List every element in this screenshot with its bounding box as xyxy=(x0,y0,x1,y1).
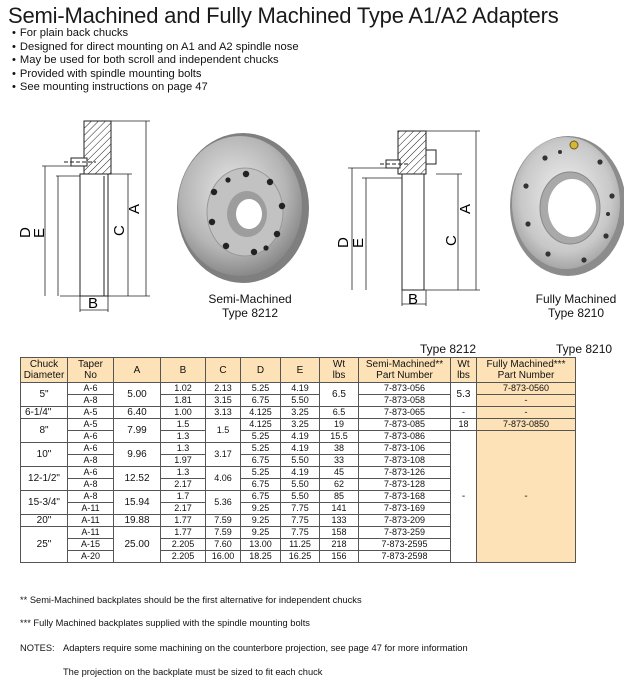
dimension-c-label: C xyxy=(111,225,128,236)
cell-a: 25.00 xyxy=(114,527,161,563)
adapter-spec-table xyxy=(20,357,576,563)
cell-fully: 7-873-0850 xyxy=(477,419,576,431)
cell-e: 5.50 xyxy=(281,479,320,491)
cell-wt: 45 xyxy=(320,467,359,479)
cell-d: 9.25 xyxy=(241,503,281,515)
cell-chuck: 10" xyxy=(21,443,68,467)
semi-machined-caption xyxy=(200,292,300,320)
page-title: Semi-Machined and Fully Machined Type A1/A2 Adapters xyxy=(8,3,559,28)
cell-d: 5.25 xyxy=(241,467,281,479)
table-row xyxy=(21,407,576,419)
cell-wt: 6.5 xyxy=(320,383,359,407)
cell-b: 1.77 xyxy=(161,527,206,539)
header-fully-2: Part Number xyxy=(497,370,555,381)
cell-a: 5.00 xyxy=(114,383,161,407)
table-header-row xyxy=(21,358,576,383)
caption-name: Fully Machined xyxy=(535,292,617,306)
cell-d: 6.75 xyxy=(241,479,281,491)
cell-a: 9.96 xyxy=(114,443,161,467)
cell-taper: A-11 xyxy=(68,503,114,515)
cell-taper: A-6 xyxy=(68,467,114,479)
cell-e: 4.19 xyxy=(281,443,320,455)
cell-b: 1.3 xyxy=(161,467,206,479)
cell-semi: 7-873-2595 xyxy=(359,539,451,551)
table-row xyxy=(21,395,576,407)
cell-semi: 7-873-056 xyxy=(359,383,451,395)
cell-semi: 7-873-126 xyxy=(359,467,451,479)
cell-taper: A-20 xyxy=(68,551,114,563)
cell-d: 4.125 xyxy=(241,407,281,419)
cell-e: 7.75 xyxy=(281,515,320,527)
notes-label: NOTES: xyxy=(20,643,55,653)
cell-d: 18.25 xyxy=(241,551,281,563)
cell-chuck: 6-1/4" xyxy=(21,407,68,419)
cell-wt: 15.5 xyxy=(320,431,359,443)
type-8212-heading: Type 8212 xyxy=(420,342,477,356)
cell-fully: 7-873-0560 xyxy=(477,383,576,395)
cell-taper: A-8 xyxy=(68,395,114,407)
cell-wt2: - xyxy=(451,407,477,419)
cell-wt2: 18 xyxy=(451,419,477,431)
cell-a: 6.40 xyxy=(114,407,161,419)
header-a: A xyxy=(114,358,161,383)
semi-machined-section-drawing xyxy=(42,121,150,312)
caption-name: Semi-Machined xyxy=(208,292,292,306)
cell-b: 1.5 xyxy=(161,419,206,431)
cell-semi: 7-873-168 xyxy=(359,491,451,503)
cell-fully: - xyxy=(477,407,576,419)
header-taper: Taper xyxy=(77,359,103,370)
cell-semi: 7-873-128 xyxy=(359,479,451,491)
header-wt-2: lbs xyxy=(332,370,346,381)
cell-wt2-merged: - xyxy=(451,431,477,563)
cell-wt: 62 xyxy=(320,479,359,491)
dimension-d-label: D xyxy=(17,227,34,238)
cell-e: 3.25 xyxy=(281,407,320,419)
cell-d: 5.25 xyxy=(241,431,281,443)
cell-semi: 7-873-065 xyxy=(359,407,451,419)
note-machining: Adapters require some machining on the counterbore projection, see page 47 for more information xyxy=(63,643,468,653)
cell-e: 3.25 xyxy=(281,419,320,431)
cell-semi: 7-873-259 xyxy=(359,527,451,539)
header-wt2-2: lbs xyxy=(457,370,470,381)
header-b: B xyxy=(161,358,206,383)
cell-d: 13.00 xyxy=(241,539,281,551)
cell-semi: 7-873-108 xyxy=(359,455,451,467)
cell-b: 1.7 xyxy=(161,491,206,503)
cell-a: 12.52 xyxy=(114,467,161,491)
cell-b: 1.97 xyxy=(161,455,206,467)
note-projection: The projection on the backplate must be sized to fit each chuck xyxy=(63,667,323,677)
cell-b: 2.205 xyxy=(161,539,206,551)
cell-chuck: 8" xyxy=(21,419,68,443)
cell-taper: A-11 xyxy=(68,515,114,527)
cell-chuck: 12-1/2" xyxy=(21,467,68,491)
dimension-a-label: A xyxy=(126,203,143,214)
cell-semi: 7-873-086 xyxy=(359,431,451,443)
cell-e: 4.19 xyxy=(281,383,320,395)
header-d: D xyxy=(241,358,281,383)
cell-c: 16.00 xyxy=(206,551,241,563)
cell-taper: A-6 xyxy=(68,443,114,455)
cell-fully: - xyxy=(477,395,576,407)
cell-b: 1.02 xyxy=(161,383,206,395)
dimension-c-label-right: C xyxy=(443,235,460,246)
header-chuck: Chuck xyxy=(29,359,59,370)
dimension-e-label: E xyxy=(31,227,48,238)
cell-wt: 141 xyxy=(320,503,359,515)
cell-b: 1.3 xyxy=(161,443,206,455)
cell-d: 6.75 xyxy=(241,491,281,503)
cell-semi: 7-873-209 xyxy=(359,515,451,527)
cell-e: 11.25 xyxy=(281,539,320,551)
cell-e: 7.75 xyxy=(281,527,320,539)
cell-taper: A-8 xyxy=(68,455,114,467)
cell-b: 1.3 xyxy=(161,431,206,443)
header-taper-2: No xyxy=(84,370,97,381)
cell-chuck: 25" xyxy=(21,527,68,563)
feature-item: • Designed for direct mounting on A1 and A2 spindle nose xyxy=(12,41,299,55)
cell-e: 16.25 xyxy=(281,551,320,563)
cell-taper: A-6 xyxy=(68,431,114,443)
cell-semi: 7-873-169 xyxy=(359,503,451,515)
cell-d: 6.75 xyxy=(241,395,281,407)
cell-semi: 7-873-085 xyxy=(359,419,451,431)
cell-d: 9.25 xyxy=(241,527,281,539)
dimension-b-label: B xyxy=(88,295,99,312)
header-chuck-2: Diameter xyxy=(23,370,65,381)
cell-b: 2.17 xyxy=(161,479,206,491)
cell-c: 3.17 xyxy=(206,443,241,467)
cell-d: 4.125 xyxy=(241,419,281,431)
footnote-semi-machined: ** Semi-Machined backplates should be the first alternative for independent chucks xyxy=(20,595,362,605)
header-fully: Fully Machined*** xyxy=(486,359,566,370)
cell-a: 19.88 xyxy=(114,515,161,527)
cell-a: 15.94 xyxy=(114,491,161,515)
cell-semi: 7-873-106 xyxy=(359,443,451,455)
table-row xyxy=(21,383,576,395)
cell-b: 2.205 xyxy=(161,551,206,563)
dimension-d-label-right: D xyxy=(335,237,352,248)
cell-wt: 85 xyxy=(320,491,359,503)
type-8210-heading: Type 8210 xyxy=(556,342,613,356)
cell-chuck: 15-3/4" xyxy=(21,491,68,515)
cell-taper: A-6 xyxy=(68,383,114,395)
cell-taper: A-5 xyxy=(68,419,114,431)
cell-c: 3.13 xyxy=(206,407,241,419)
cell-e: 4.19 xyxy=(281,431,320,443)
cell-b: 1.77 xyxy=(161,515,206,527)
cell-taper: A-5 xyxy=(68,407,114,419)
cell-wt: 156 xyxy=(320,551,359,563)
cell-taper: A-8 xyxy=(68,479,114,491)
cell-e: 5.50 xyxy=(281,491,320,503)
dimension-b-label-right: B xyxy=(408,291,419,308)
fully-machined-section-drawing xyxy=(348,131,480,306)
header-c: C xyxy=(206,358,241,383)
cell-wt: 38 xyxy=(320,443,359,455)
cell-semi: 7-873-058 xyxy=(359,395,451,407)
cell-b: 2.17 xyxy=(161,503,206,515)
header-wt2: Wt xyxy=(457,359,470,370)
feature-item: • For plain back chucks xyxy=(12,27,299,41)
cell-d: 9.25 xyxy=(241,515,281,527)
fully-machined-caption xyxy=(526,292,624,320)
cell-a: 7.99 xyxy=(114,419,161,443)
cell-wt2: 5.3 xyxy=(451,383,477,407)
header-e: E xyxy=(281,358,320,383)
cell-c: 1.5 xyxy=(206,419,241,443)
cell-taper: A-8 xyxy=(68,491,114,503)
cell-wt: 158 xyxy=(320,527,359,539)
cell-c: 2.13 xyxy=(206,383,241,395)
cell-fully-merged: - xyxy=(477,431,576,563)
cell-e: 7.75 xyxy=(281,503,320,515)
feature-list xyxy=(12,27,299,95)
caption-type: Type 8210 xyxy=(547,306,605,320)
cell-wt: 6.5 xyxy=(320,407,359,419)
dimension-e-label-right: E xyxy=(350,237,367,248)
cell-chuck: 5" xyxy=(21,383,68,407)
header-semi: Semi-Machined** xyxy=(365,359,444,370)
cell-c: 7.59 xyxy=(206,527,241,539)
cell-c: 5.36 xyxy=(206,491,241,515)
cell-wt: 33 xyxy=(320,455,359,467)
cell-e: 5.50 xyxy=(281,455,320,467)
cell-c: 3.15 xyxy=(206,395,241,407)
table-row xyxy=(21,431,576,443)
cell-c: 7.59 xyxy=(206,515,241,527)
cell-wt: 218 xyxy=(320,539,359,551)
cell-e: 5.50 xyxy=(281,395,320,407)
cell-semi: 7-873-2598 xyxy=(359,551,451,563)
header-wt: Wt xyxy=(332,359,346,370)
table-row xyxy=(21,419,576,431)
cell-b: 1.00 xyxy=(161,407,206,419)
dimension-a-label-right: A xyxy=(457,203,474,214)
cell-taper: A-15 xyxy=(68,539,114,551)
cell-d: 5.25 xyxy=(241,383,281,395)
cell-d: 5.25 xyxy=(241,443,281,455)
cell-e: 4.19 xyxy=(281,467,320,479)
cell-c: 7.60 xyxy=(206,539,241,551)
feature-item: • See mounting instructions on page 47 xyxy=(12,81,299,95)
cell-c: 4.06 xyxy=(206,467,241,491)
cell-d: 6.75 xyxy=(241,455,281,467)
fully-machined-adapter-image xyxy=(510,136,624,276)
feature-item: • May be used for both scroll and independent chucks xyxy=(12,54,299,68)
cell-wt: 19 xyxy=(320,419,359,431)
semi-machined-adapter-image xyxy=(177,133,309,283)
cell-chuck: 20" xyxy=(21,515,68,527)
header-semi-2: Part Number xyxy=(376,370,433,381)
feature-item: • Provided with spindle mounting bolts xyxy=(12,68,299,82)
cell-b: 1.81 xyxy=(161,395,206,407)
footnote-fully-machined: *** Fully Machined backplates supplied with the spindle mounting bolts xyxy=(20,618,310,628)
cell-wt: 133 xyxy=(320,515,359,527)
cell-taper: A-11 xyxy=(68,527,114,539)
caption-type: Type 8212 xyxy=(221,306,279,320)
